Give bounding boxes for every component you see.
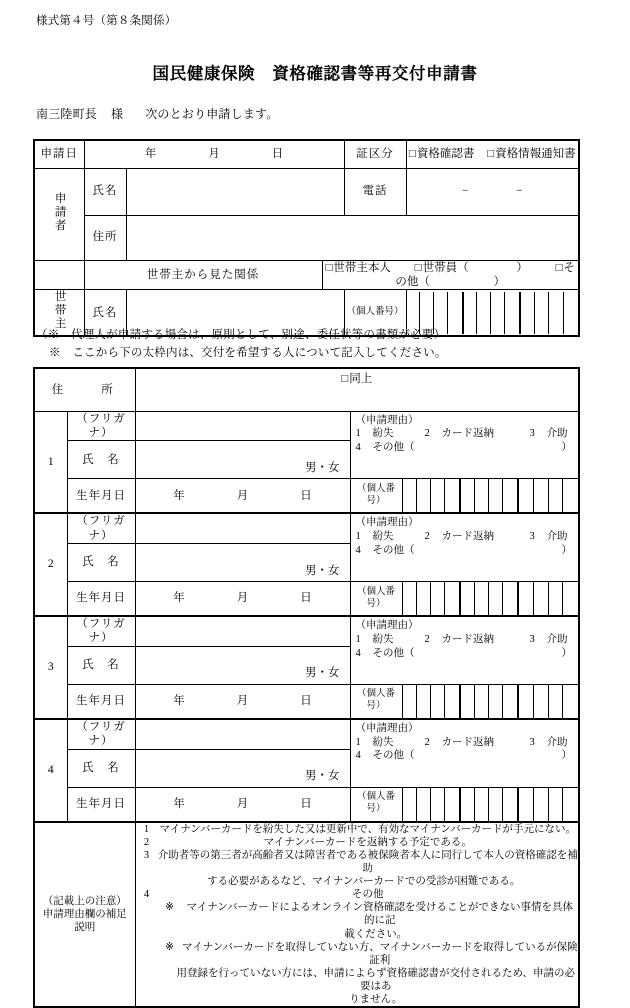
reason-title-4: （申請理由） [355, 722, 419, 734]
reason-block-4 [350, 719, 579, 787]
reason-1-text-4[interactable]: 紛失 [372, 736, 394, 748]
applicant-address-label: 住所 [84, 215, 126, 260]
relation-member-close: ） [516, 261, 528, 274]
reason-2-num-1: 2 [424, 428, 430, 440]
person-number-1: 1 [34, 411, 67, 513]
applicant-address-row [34, 215, 579, 260]
birthdate-input-2[interactable] [135, 582, 350, 617]
reason-1-num-2: 1 [355, 531, 361, 543]
mynumber-boxes-2[interactable] [402, 582, 579, 617]
applicant-address-input[interactable] [126, 215, 579, 260]
reason-4-close-3: ） [561, 647, 573, 659]
name-input-1[interactable] [135, 441, 350, 479]
birthdate-label-3: 生年月日 [67, 684, 135, 719]
furigana-label-1: （フリガナ） [67, 411, 135, 441]
birth-year-1: 年 [173, 489, 185, 502]
gender-label-3[interactable]: 男・女 [305, 667, 340, 680]
year-label: 年 [144, 148, 157, 161]
checkbox-same-as-above[interactable]: □ 同上 [341, 373, 372, 385]
birth-year-4: 年 [173, 797, 185, 810]
reason-2-text-3[interactable]: カード返納 [441, 633, 494, 645]
person-number-3: 3 [34, 616, 67, 719]
mynumber-boxes-3[interactable] [402, 684, 579, 719]
birth-year-3: 年 [173, 695, 185, 708]
addressee-line [36, 105, 278, 122]
reason-4-num-3: 4 [355, 647, 361, 659]
birthdate-label-1: 生年月日 [67, 479, 135, 514]
reason-2-text-4[interactable]: カード返納 [441, 736, 494, 748]
birth-month-3: 月 [236, 695, 249, 708]
reason-4-text-2[interactable]: その他（ [372, 544, 415, 556]
reason-1-text-3[interactable]: 紛失 [372, 633, 394, 645]
reason-title-1: （申請理由） [355, 414, 419, 426]
person-number-2: 2 [34, 513, 67, 616]
day-label: 日 [271, 148, 284, 161]
person-row-furigana [34, 719, 579, 749]
phone-dash-2: − [516, 185, 523, 198]
date-placeholder [145, 148, 284, 160]
relation-other-close: ） [493, 275, 506, 288]
birth-month-4: 月 [236, 797, 249, 810]
reason-4-text-3[interactable]: その他（ [372, 647, 415, 659]
checkbox-relation-self[interactable]: □ 世帯主本人 [325, 262, 390, 274]
reason-4-num-2: 4 [355, 544, 361, 556]
furigana-input-2[interactable] [135, 513, 350, 543]
bottom-note-item-2: 2 マイナンバーカードを返納する予定である。 [143, 836, 472, 848]
name-input-2[interactable] [135, 544, 350, 582]
recipient-address-input[interactable] [135, 368, 579, 411]
furigana-input-3[interactable] [135, 616, 350, 646]
reason-3-num-3: 3 [529, 633, 535, 645]
reason-4-text-1[interactable]: その他（ [372, 442, 415, 454]
reason-4-close-1: ） [561, 442, 573, 454]
phone-dash-1: − [461, 185, 469, 198]
relation-label: 世帯主から見た関係 [84, 260, 322, 290]
applicant-name-row [34, 168, 579, 215]
reason-3-text-3[interactable]: 介助 [546, 633, 568, 645]
reason-1-text-1[interactable]: 紛失 [372, 428, 394, 440]
cert-type-options [406, 140, 579, 168]
recipient-address-label: 住 所 [34, 368, 135, 411]
mynumber-boxes-4[interactable] [402, 787, 579, 822]
addressee-statement: 次のとおり申請します。 [145, 107, 279, 121]
name-label-3: 氏 名 [67, 646, 135, 684]
bottom-note-item-3: 3 介助者等の第三者が高齢者又は障害者である被保険者本人に同行して本人の資格確認を補助 [143, 849, 578, 874]
name-label-4: 氏 名 [67, 749, 135, 787]
bottom-note-sub-1: ※ マイナンバーカードによるオンライン資格確認を受けることができない事情を具体的に記 載ください。 [165, 902, 574, 940]
applicant-table [33, 139, 580, 337]
mynumber-label-4: （個人番号） [350, 787, 402, 822]
furigana-input-1[interactable] [135, 411, 350, 441]
mid-note-2: ※ ここから下の太枠内は、交付を希望する人について記入してください。 [49, 346, 447, 359]
person-row-birth [34, 787, 579, 822]
reason-3-text-4[interactable]: 介助 [546, 736, 568, 748]
name-label-2: 氏 名 [67, 544, 135, 582]
birth-year-2: 年 [173, 592, 185, 605]
reason-2-num-3: 2 [424, 633, 430, 645]
birthdate-input-4[interactable] [135, 787, 350, 822]
mynumber-label-3: （個人番号） [350, 684, 402, 719]
reason-1-num-3: 1 [355, 633, 361, 645]
bottom-notes-row [34, 822, 579, 1008]
gender-label-1[interactable]: 男・女 [305, 461, 340, 474]
applicant-name-input[interactable] [126, 168, 344, 215]
reason-2-text-2[interactable]: カード返納 [441, 531, 494, 543]
person-row-furigana [34, 513, 579, 543]
reason-title-2: （申請理由） [355, 517, 419, 529]
mynumber-label-1: （個人番号） [350, 479, 402, 514]
birth-day-2: 日 [300, 592, 312, 605]
birthdate-input-3[interactable] [135, 684, 350, 719]
application-date-input[interactable] [84, 140, 344, 168]
reason-block-3 [350, 616, 579, 684]
bottom-notes-content [135, 822, 579, 1008]
reason-3-text-2[interactable]: 介助 [546, 531, 568, 543]
furigana-label-3: （フリガナ） [67, 616, 135, 646]
reason-2-num-2: 2 [424, 531, 430, 543]
person-number-4: 4 [34, 719, 67, 822]
reason-4-num-1: 4 [355, 442, 361, 454]
furigana-label-2: （フリガナ） [67, 513, 135, 543]
person-row-birth [34, 684, 579, 719]
reason-2-num-4: 2 [424, 736, 430, 748]
birthdate-input-1[interactable] [135, 479, 350, 514]
gender-label-4[interactable]: 男・女 [305, 770, 340, 783]
reason-4-close-4: ） [561, 750, 573, 762]
bottom-notes-label-line-2: 申請理由欄の補足 [42, 908, 127, 920]
reason-3-num-1: 3 [529, 428, 535, 440]
name-label-1: 氏 名 [67, 441, 135, 479]
bottom-note-sub-2: ※ マイナンバーカードを取得していない方、マイナンバーカードを取得しているが保険証利 用登録を行っていない方には、申請によらず資格確認書が交付されるため、申請の必要はあ りません。 [165, 941, 578, 1006]
person-row-birth [34, 582, 579, 617]
household-head-label: 世帯主 [34, 290, 84, 336]
birth-month-1: 月 [236, 489, 249, 502]
reason-1-text-2[interactable]: 紛失 [372, 531, 394, 543]
applicant-name-label: 氏名 [84, 168, 126, 215]
reason-2-text-1[interactable]: カード返納 [441, 428, 494, 440]
recipient-table [33, 367, 580, 1008]
name-input-4[interactable] [135, 749, 350, 787]
reason-title-3: （申請理由） [355, 620, 419, 631]
relation-spacer [34, 260, 84, 290]
relation-row [34, 260, 579, 290]
furigana-input-4[interactable] [135, 719, 350, 749]
bottom-note-item-3-cont: する必要があるなど、マイナンバーカードでの受診が困難である。 [207, 876, 521, 887]
mynumber-label-2: （個人番号） [350, 582, 402, 617]
reason-1-num-4: 1 [355, 736, 361, 748]
reason-3-text-1[interactable]: 介助 [546, 428, 568, 440]
household-head-name-label: 氏名 [84, 290, 126, 336]
applicant-phone-label: 電話 [344, 168, 406, 215]
bottom-notes-label [34, 822, 135, 1008]
application-date-row [34, 140, 579, 168]
form-number: 様式第４号（第８条関係） [36, 15, 177, 27]
applicant-label: 申請者 [34, 168, 84, 260]
cert-type-label: 証区分 [344, 140, 406, 168]
reason-3-num-2: 3 [529, 531, 535, 543]
reason-4-close-2: ） [561, 544, 573, 556]
person-row-furigana [34, 616, 579, 646]
bottom-notes-label-line-1: （記載上の注意） [42, 895, 127, 907]
reason-block-2 [350, 513, 579, 581]
bottom-notes-label-line-3: 説明 [74, 921, 96, 933]
mid-note-1: （※ 代理人が申請する場合は、原則として、別途、委任状等の書類が必要） [36, 329, 446, 341]
name-input-3[interactable] [135, 646, 350, 684]
addressee-honorific: 様 [111, 107, 124, 121]
bottom-note-item-4: 4 その他 [143, 889, 384, 901]
furigana-label-4: （フリガナ） [67, 719, 135, 749]
addressee-office: 南三陸町長 [36, 107, 98, 121]
gender-label-2[interactable]: 男・女 [305, 564, 340, 577]
birthdate-label-2: 生年月日 [67, 582, 135, 617]
birth-day-4: 日 [300, 797, 312, 810]
reason-4-text-4[interactable]: その他（ [372, 750, 415, 762]
reason-4-num-4: 4 [355, 750, 361, 762]
recipient-address-row [34, 368, 579, 411]
relation-options [322, 260, 579, 290]
checkbox-cert-confirmation[interactable]: □ 資格確認書 [409, 148, 474, 160]
reason-3-num-4: 3 [529, 736, 535, 748]
birth-month-2: 月 [236, 592, 249, 605]
birth-day-1: 日 [300, 489, 312, 502]
person-row-birth [34, 479, 579, 514]
checkbox-cert-info-notice[interactable]: □ 資格情報通知書 [487, 148, 575, 160]
birthdate-label-4: 生年月日 [67, 787, 135, 822]
household-head-mynumber-label: （個人番号） [344, 290, 406, 336]
application-date-label: 申請日 [34, 140, 84, 168]
bottom-note-item-1: 1 マイナンバーカードを紛失した又は更新中で、有効なマイナンバーカードが手元にない。 [143, 823, 576, 835]
reason-block-1 [350, 411, 579, 479]
mynumber-boxes-1[interactable] [402, 479, 579, 514]
applicant-phone-input[interactable] [406, 168, 579, 215]
page-title: 国民健康保険 資格確認書等再交付申請書 [152, 64, 478, 83]
person-row-furigana [34, 411, 579, 441]
checkbox-relation-other[interactable]: □ その他（ [395, 262, 575, 288]
reason-1-num-1: 1 [355, 428, 361, 440]
month-label: 月 [208, 148, 220, 161]
checkbox-relation-member[interactable]: □ 世帯員（ [415, 262, 469, 274]
mid-notes [36, 327, 447, 363]
birth-day-3: 日 [300, 695, 312, 708]
